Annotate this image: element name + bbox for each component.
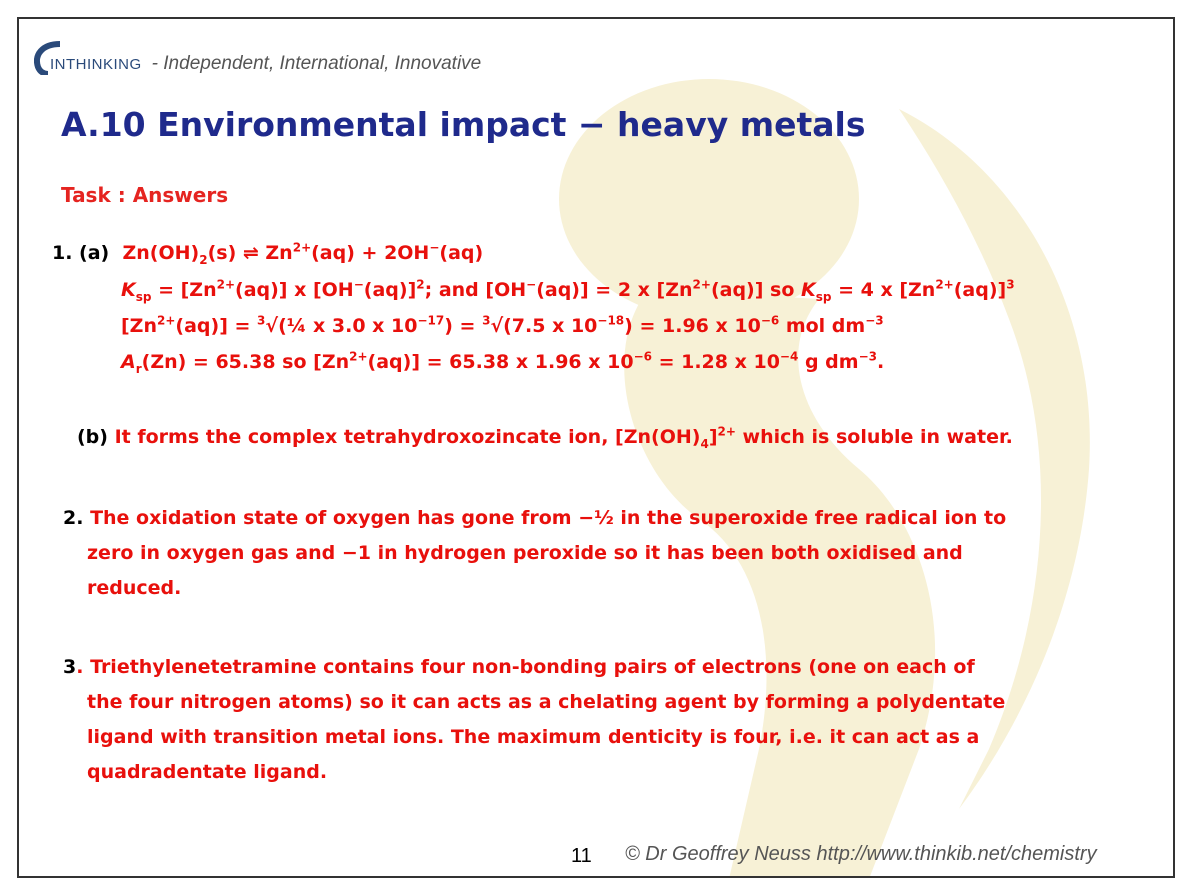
ksp-text: = [Zn <box>151 279 217 301</box>
ar-text: . <box>876 351 885 373</box>
q3-line-3: ligand with transition metal ions. The maximum denticity is four, i.e. it can act as a <box>87 726 980 748</box>
conc-text: mol dm <box>779 315 866 337</box>
q1a-concentration-line <box>121 315 884 337</box>
q1b-text: It forms the complex tetrahydroxozincate ion, [Zn(OH) <box>107 426 701 448</box>
conc-text: √(¼ x 3.0 x 10 <box>265 315 418 337</box>
q1b-text: which is soluble in water. <box>735 426 1013 448</box>
q1a-equation-line <box>52 240 484 267</box>
q1b-line <box>77 424 1013 451</box>
q1a-eq-text: (s) ⇌ Zn <box>207 242 293 264</box>
q1a-eq-text: (aq) <box>439 242 484 264</box>
ar-sup: −3 <box>858 349 877 364</box>
ksp-text: (aq)] = 2 x [Zn <box>536 279 693 301</box>
ar-text: = 1.28 x 10 <box>651 351 780 373</box>
q1b-text: ] <box>708 426 718 448</box>
ksp-text: (aq)] <box>363 279 417 301</box>
ksp-text: = 4 x [Zn <box>831 279 936 301</box>
page-number: 11 <box>571 845 592 867</box>
conc-sup: −6 <box>760 313 780 328</box>
logo-text: INTHINKING <box>50 56 142 73</box>
ar-text: g dm <box>798 351 859 373</box>
ar-text: (aq)] = 65.38 x 1.96 x 10 <box>367 351 634 373</box>
ksp-k: K <box>801 279 816 301</box>
copyright-text: © Dr Geoffrey Neuss http://www.thinkib.net/chemistry <box>625 843 1097 865</box>
q2-label: 2. <box>63 507 84 529</box>
q3-line-2: the four nitrogen atoms) so it can acts as a chelating agent by forming a polydentate <box>87 691 1006 713</box>
q2-line-1 <box>63 507 1006 529</box>
ksp-text: (aq)] so <box>710 279 802 301</box>
header <box>34 41 481 75</box>
page-title: A.10 Environmental impact − heavy metals <box>61 105 866 144</box>
ksp-sub: sp <box>815 289 832 304</box>
ksp-text: ; and [OH <box>424 279 527 301</box>
ksp-sup: − <box>353 277 364 292</box>
q1a-eq-text: Zn(OH) <box>122 242 200 264</box>
inthinking-logo <box>34 41 142 75</box>
subtitle: Task : Answers <box>61 183 229 207</box>
tagline: - Independent, International, Innovative <box>151 53 482 74</box>
ksp-sup: 2+ <box>935 277 954 292</box>
q1a-ar-line <box>121 349 885 376</box>
ar-sub: r <box>135 361 142 376</box>
conc-text: [Zn <box>121 315 157 337</box>
logo-arc-icon <box>34 41 64 75</box>
conc-sup: 3 <box>257 313 266 328</box>
q3-text: . Triethylenetetramine contains four non-bonding pairs of electrons (one on each of <box>76 656 975 678</box>
conc-sup: −18 <box>597 313 625 328</box>
conc-text: ) = <box>444 315 483 337</box>
ksp-sup: 3 <box>1006 277 1015 292</box>
ksp-text: (aq)] x [OH <box>235 279 354 301</box>
conc-sup: −3 <box>865 313 884 328</box>
q1a-eq-text: (aq) + 2OH <box>311 242 430 264</box>
conc-text: √(7.5 x 10 <box>490 315 598 337</box>
q2-line-3: reduced. <box>87 577 182 599</box>
ar-sup: −6 <box>633 349 652 364</box>
ar-a: A <box>121 351 136 373</box>
ksp-sup: 2+ <box>692 277 711 292</box>
conc-text: ) = 1.96 x 10 <box>624 315 761 337</box>
ksp-sub: sp <box>135 289 152 304</box>
ar-sup: −4 <box>779 349 799 364</box>
q1b-sub: 4 <box>700 436 709 451</box>
ksp-sup: − <box>526 277 537 292</box>
q1b-label: (b) <box>77 426 108 448</box>
ksp-k: K <box>121 279 136 301</box>
q3-line-1 <box>63 656 975 678</box>
ksp-text: (aq)] <box>953 279 1007 301</box>
q1a-eq-sub: 2 <box>199 252 208 267</box>
conc-text: (aq)] = <box>175 315 258 337</box>
q2-line-2: zero in oxygen gas and −1 in hydrogen peroxide so it has been both oxidised and <box>87 542 963 564</box>
ksp-sup: 2+ <box>216 277 236 292</box>
ar-sup: 2+ <box>349 349 368 364</box>
q1b-sup: 2+ <box>717 424 736 439</box>
q3-line-4: quadradentate ligand. <box>87 761 328 783</box>
q2-text: The oxidation state of oxygen has gone from −½ in the superoxide free radical ion to <box>83 507 1007 529</box>
q1a-ksp-line <box>121 277 1015 304</box>
conc-sup: −17 <box>417 313 445 328</box>
ar-text: (Zn) = 65.38 so [Zn <box>141 351 350 373</box>
watermark-logo-icon <box>399 49 1119 878</box>
q1a-eq-sup: 2+ <box>292 240 312 255</box>
ksp-sup: 2 <box>416 277 425 292</box>
conc-sup: 2+ <box>157 313 176 328</box>
q1a-label: 1. (a) <box>52 242 110 264</box>
q1a-eq-sup: − <box>429 240 440 255</box>
q3-label: 3 <box>63 656 77 678</box>
slide <box>17 17 1175 878</box>
conc-sup: 3 <box>482 313 491 328</box>
